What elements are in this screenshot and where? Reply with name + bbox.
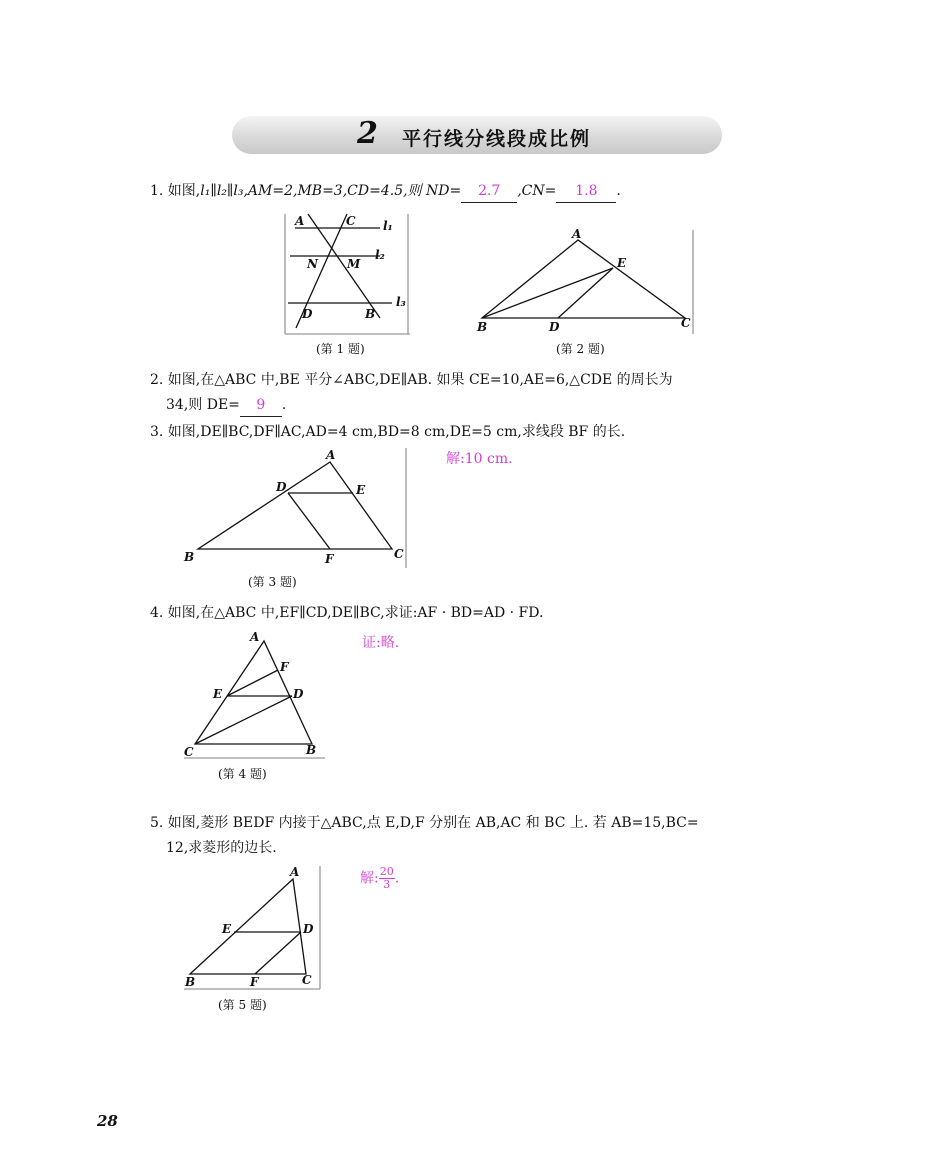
fig4-label-D: D [293,687,304,701]
fig5-caption: (第 5 题) [218,998,267,1012]
figure-4 [180,628,330,763]
fig2-label-B: B [477,320,488,334]
fig1-caption: (第 1 题) [316,342,365,356]
fig1-label-A: A [295,214,305,228]
q5-answer-denominator: 3 [383,878,391,891]
figure-3 [180,446,410,571]
section-banner [232,116,722,154]
fig5-label-A: A [290,865,300,879]
fig1-label-C: C [346,214,356,228]
q1-answer-blank-1: 2.7 [461,180,517,203]
figure-2 [475,226,705,336]
q1-mid: ,CN= [517,183,557,199]
q1-answer-blank-2: 1.8 [556,180,616,203]
question-2-line-1: 2. 如图,在△ABC 中,BE 平分∠ABC,DE∥AB. 如果 CE=10,AE=6,△CDE 的周长为 [150,372,673,388]
fig5-label-C: C [302,973,312,987]
q5-answer-end: . [394,870,400,887]
fig3-caption: (第 3 题) [248,575,297,589]
section-number: 2 [357,116,378,151]
question-4: 4. 如图,在△ABC 中,EF∥CD,DE∥BC,求证:AF · BD=AD · FD. [150,605,544,621]
fig2-label-C: C [681,316,691,330]
q5-answer [360,866,399,891]
fig5-label-F: F [250,975,259,989]
q5-answer-numerator: 20 [379,865,394,878]
question-3: 3. 如图,DE∥BC,DF∥AC,AD=4 cm,BD=8 cm,DE=5 cm,求线段 BF 的长. [150,424,626,440]
fig5-label-B: B [185,975,196,989]
fig3-label-B: B [184,550,195,564]
q3-answer: 解:10 cm. [446,451,513,467]
fig1-label-D: D [302,307,313,321]
fig4-label-B: B [306,743,317,757]
question-1 [150,180,621,203]
fig3-label-D: D [276,480,287,494]
fig2-label-A: A [572,227,582,241]
figure-1 [280,206,420,346]
question-2-line-2 [166,394,286,417]
section-title: 平行线分线段成比例 [402,128,592,150]
q1-condition: l₁∥l₂∥l₃,AM=2,MB=3,CD=4.5,则 ND= [200,183,462,199]
fig3-label-E: E [356,483,366,497]
q1-prefix: 1. 如图, [150,183,201,199]
fig5-label-E: E [222,922,232,936]
fig4-label-C: C [184,745,194,759]
fig2-label-E: E [617,256,627,270]
q4-answer: 证:略. [362,635,400,651]
q5-answer-prefix: 解: [360,870,379,887]
fig2-label-D: D [549,320,560,334]
fig3-label-A: A [326,448,336,462]
fig1-label-M: M [347,257,361,271]
q2-answer-blank: 9 [240,394,282,417]
fig4-caption: (第 4 题) [218,767,267,781]
q5-answer-fraction [379,866,395,891]
fig1-label-l1: l₁ [383,219,393,233]
fig3-label-C: C [394,547,404,561]
fig1-label-B: B [365,307,376,321]
fig1-label-l3: l₃ [396,295,406,309]
fig1-label-N: N [307,257,318,271]
page-number: 28 [97,1112,118,1130]
figure-5 [180,862,330,992]
fig1-label-l2: l₂ [375,248,385,262]
fig2-caption: (第 2 题) [556,342,605,356]
fig3-label-F: F [325,552,334,566]
q2-line2-prefix: 34,则 DE= [166,397,240,413]
question-5-line-1: 5. 如图,菱形 BEDF 内接于△ABC,点 E,D,F 分别在 AB,AC 和 BC 上. 若 AB=15,BC= [150,815,699,831]
fig4-label-A: A [250,630,260,644]
q2-end: . [281,397,287,413]
question-5-line-2: 12,求菱形的边长. [166,840,277,856]
q1-end: . [616,183,621,199]
fig5-label-D: D [303,922,314,936]
fig4-label-F: F [280,660,289,674]
fig4-label-E: E [213,687,223,701]
